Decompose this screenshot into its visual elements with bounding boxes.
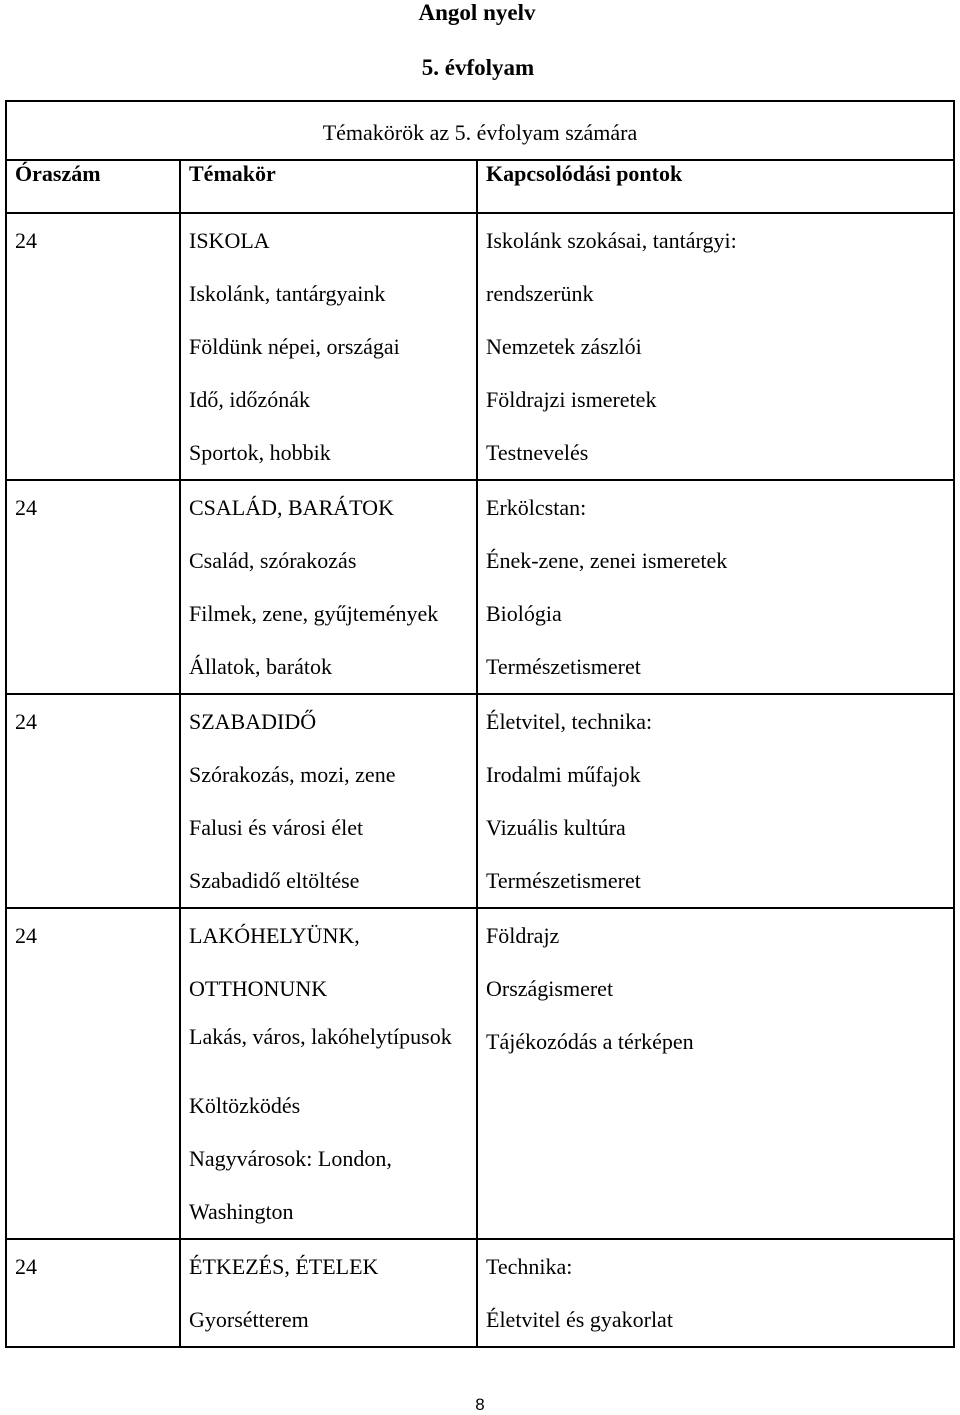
hours-value: 24	[15, 1254, 37, 1279]
connection-line: Tájékozódás a térképen	[486, 1029, 694, 1054]
connection-line: Testnevelés	[486, 440, 589, 465]
document-title: Angol nyelv	[418, 0, 536, 25]
connection-line: Iskolánk szokásai, tantárgyi:	[486, 228, 737, 253]
page-number: 8	[475, 1395, 485, 1414]
hours-value: 24	[15, 228, 37, 253]
hours-value: 24	[15, 709, 37, 734]
hours-cell	[6, 480, 180, 694]
hours-value: 24	[15, 495, 37, 520]
header-topic: Témakör	[180, 160, 477, 213]
topic-line: Iskolánk, tantárgyaink	[189, 281, 386, 306]
connections-cell	[477, 908, 954, 1239]
table-row	[6, 213, 954, 480]
connection-line: Természetismeret	[486, 868, 641, 893]
topic-line: Szabadidő eltöltése	[189, 868, 360, 893]
hours-cell	[6, 1239, 180, 1347]
connection-line: Életvitel és gyakorlat	[486, 1307, 673, 1332]
connection-line: Ének-zene, zenei ismeretek	[486, 548, 728, 573]
topic-line: Család, szórakozás	[189, 548, 357, 573]
topic-line: ÉTKEZÉS, ÉTELEK	[189, 1254, 379, 1279]
topic-line: Állatok, barátok	[189, 654, 332, 679]
connection-line: Életvitel, technika:	[486, 709, 653, 734]
topic-cell	[180, 908, 477, 1239]
topic-line: Földünk népei, országai	[189, 334, 400, 359]
table-row	[6, 1239, 954, 1347]
topic-line: Filmek, zene, gyűjtemények	[189, 601, 439, 626]
topic-line: CSALÁD, BARÁTOK	[189, 495, 394, 520]
hours-cell	[6, 694, 180, 908]
topic-line: Költözködés	[189, 1093, 301, 1118]
topic-line: ISKOLA	[189, 228, 270, 253]
topic-line: SZABADIDŐ	[189, 709, 317, 734]
topic-line: Gyorsétterem	[189, 1307, 309, 1332]
table-header-row	[6, 160, 954, 213]
hours-cell	[6, 908, 180, 1239]
connection-line: Földrajzi ismeretek	[486, 387, 657, 412]
connection-line: Földrajz	[486, 923, 560, 948]
topic-cell	[180, 480, 477, 694]
connection-line: Irodalmi műfajok	[486, 762, 641, 787]
topic-line: LAKÓHELYÜNK,	[189, 923, 360, 948]
connections-cell	[477, 1239, 954, 1347]
hours-cell	[6, 213, 180, 480]
topic-line: Falusi és városi élet	[189, 815, 364, 840]
connection-line: Vizuális kultúra	[486, 815, 626, 840]
connection-line: Országismeret	[486, 976, 614, 1001]
topic-cell	[180, 694, 477, 908]
topic-line: Idő, időzónák	[189, 387, 310, 412]
topic-line: Nagyvárosok: London,	[189, 1146, 392, 1171]
table-row	[6, 694, 954, 908]
table-caption: Témakörök az 5. évfolyam számára	[6, 101, 954, 160]
connection-line: Erkölcstan:	[486, 495, 587, 520]
connection-line: Technika:	[486, 1254, 573, 1279]
topic-cell	[180, 213, 477, 480]
connection-line: Biológia	[486, 601, 562, 626]
topic-line: OTTHONUNK	[189, 976, 328, 1001]
connections-cell	[477, 694, 954, 908]
connection-line: rendszerünk	[486, 281, 594, 306]
header-hours: Óraszám	[6, 160, 180, 213]
header-connections: Kapcsolódási pontok	[477, 160, 954, 213]
table-row	[6, 480, 954, 694]
topic-line: Lakás, város, lakóhelytípusok	[189, 1024, 452, 1049]
connection-line: Nemzetek zászlói	[486, 334, 642, 359]
grade-heading: 5. évfolyam	[421, 55, 535, 80]
topic-line: Washington	[189, 1199, 294, 1224]
topic-line: Szórakozás, mozi, zene	[189, 762, 396, 787]
table-caption-row	[6, 101, 954, 160]
topic-cell	[180, 1239, 477, 1347]
topic-line: Sportok, hobbik	[189, 440, 331, 465]
table-row	[6, 908, 954, 1239]
connections-cell	[477, 480, 954, 694]
connections-cell	[477, 213, 954, 480]
topics-table	[5, 100, 955, 1348]
hours-value: 24	[15, 923, 37, 948]
connection-line: Természetismeret	[486, 654, 641, 679]
